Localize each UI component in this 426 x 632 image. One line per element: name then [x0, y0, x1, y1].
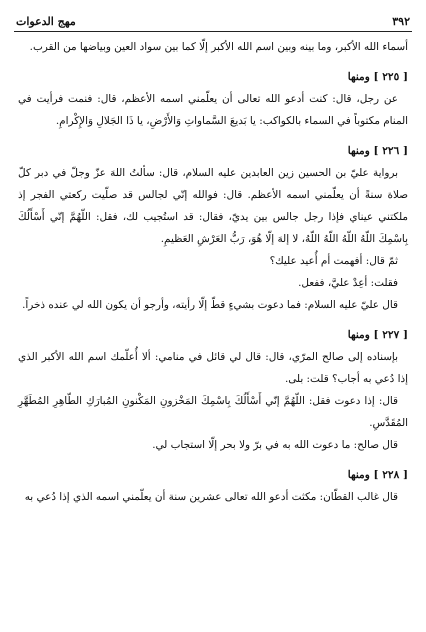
paragraph: عن رجل، قال: كنت أدعو الله تعالى أن يعلّمني اسمه الأعظم، قال: فنمت فرأيت في المنام مكتوباً في السماء بالكواكب: يا بَديعَ السَّماواتِ وَالأَرْضِ، يا ذَا الجَلالِ وَالإِكْرامِ. [18, 93, 408, 127]
section-227 [18, 324, 408, 456]
paragraph: بإسناده إلى صالح المرّي، قال: قال لي قائل في منامي: ألا أُعلّمك اسم الله الأكبر الذي إذا دُعي به أجاب؟ قلت: بلى. [18, 351, 408, 385]
section-heading: [ ٢٢٦ ] ومنها [347, 145, 408, 157]
book-title: مهج الدعوات [16, 15, 76, 28]
paragraph: قال: إذا دعوت فقل: اللّهُمَّ إنّي أَسْأَلُكَ بِاسْمِكَ المَخْزونِ المَكْنونِ المُبارَكِ الطّاهِرِ المُطَهَّرِ المُقَدَّسِ. [18, 395, 408, 429]
paragraph: برواية عليّ بن الحسين زين العابدين عليه السلام، قال: سألتُ اللهَ عزّ وجلّ في دبر كلّ صلاة سنةً أن يعلّمني اسمه الأعظم. قال: فوالله إنّي لجالس قد صلّيت ركعتي الفجر إذ ملكتني عيناي فإذا رجل جالس بين يديّ، فقال: قد استُجيب لك، فقل: اللّهُمَّ إنّي أَسْأَلُكَ بِاسْمِكَ اللّهُ اللّهُ اللّهُ اللّهُ، لا إلهَ إلّا هُوَ، رَبُّ العَرْشِ العَظيمِ. [18, 167, 408, 245]
page-header [16, 10, 410, 28]
section-225 [18, 66, 408, 132]
page-content [18, 36, 408, 508]
section-heading: [ ٢٢٥ ] ومنها [347, 71, 408, 83]
paragraph: قال عليّ عليه السلام: فما دعوت بشيءٍ قطّ إلّا رأيته، وأرجو أن يكون الله لي عنده ذخراً. [22, 299, 398, 311]
section-heading: [ ٢٢٧ ] ومنها [347, 329, 408, 341]
header-rule [14, 31, 412, 32]
paragraph: قال صالح: ما دعوت الله به في برّ ولا بحر إلّا استجاب لي. [152, 439, 398, 451]
section-0 [18, 36, 408, 58]
paragraph: قال غالب القطّان: مكثت أدعو الله تعالى عشرين سنة أن يعلّمني اسمه الذي إذا دُعي به [24, 491, 398, 503]
paragraph: أسماء الله الأكبر، وما بينه وبين اسم الله الأكبر إلّا كما بين سواد العين وبياضها من القرب. [29, 41, 408, 53]
paragraph: ثمّ قال: أفهمت أم أُعيد عليك؟ [269, 255, 398, 267]
section-228 [18, 464, 408, 508]
section-226 [18, 140, 408, 316]
page-number: ٣٩٢ [392, 15, 410, 28]
paragraph: فقلت: أعِدْ عليَّ، ففعل. [298, 277, 398, 289]
section-heading: [ ٢٢٨ ] ومنها [347, 469, 408, 481]
